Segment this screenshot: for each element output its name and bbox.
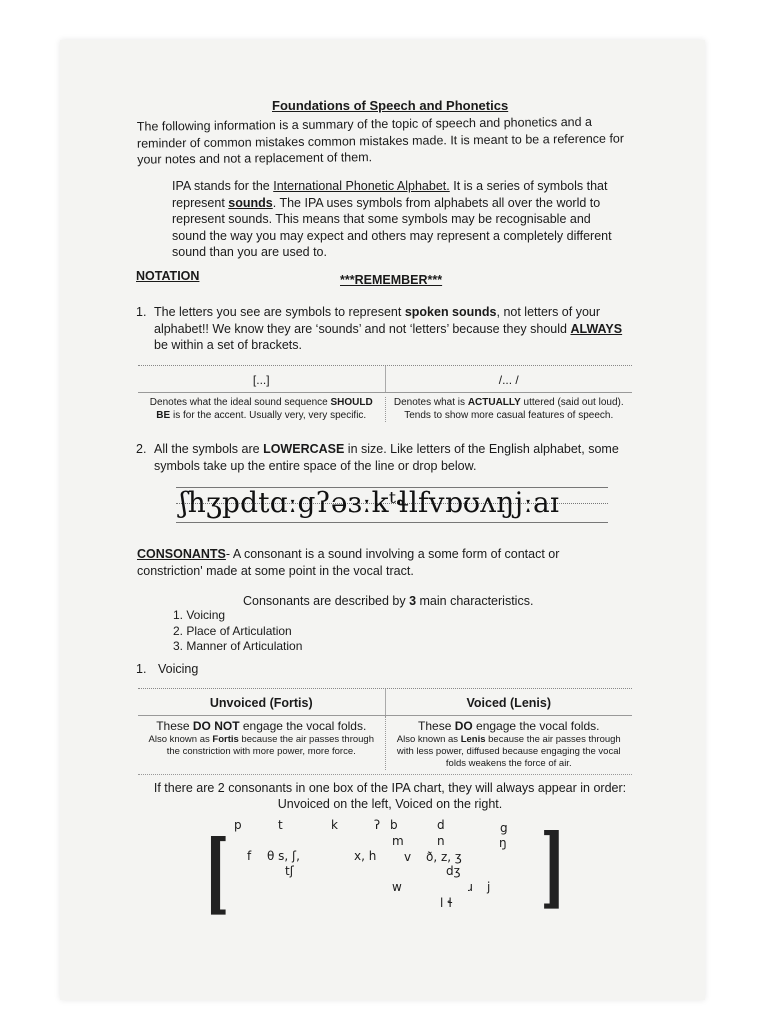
unvoiced-main-2: engage the vocal folds. [239,719,367,733]
item-1-bold-2: ALWAYS [570,321,623,336]
list-item: 3. Manner of Articulation [173,639,303,653]
unvoiced-main [138,719,385,734]
square-bracket-header: [...] [138,366,386,392]
ipa-symbol: t [278,818,283,832]
square-desc-bold-2: BE [156,409,171,421]
order-note-line-1: If there are 2 consonants in one box of the IPA chart, they will always appear in order: [153,781,627,795]
ipa-paragraph [172,178,627,261]
bracket-table-header [138,365,632,393]
characteristics-count: 3 [409,594,417,608]
ipa-symbol: dʒ [446,864,461,878]
unvoiced-sub-1: Also known as [148,734,213,745]
ipa-symbol: θ s, ʃ, [267,849,300,863]
unvoiced-sub-2: because the air passes through the constriction with more power, more force. [166,734,374,757]
ipa-symbol: ð, z, ʒ [426,850,462,864]
ipa-symbol: ʔ [374,818,381,832]
order-note-line-2: Unvoiced on the left, Voiced on the right. [277,797,503,811]
slash-desc-2: uttered (said out loud). Tends to show more casual features of speech. [404,397,624,421]
voicing-label: Voicing [158,662,199,676]
consonants-heading: CONSONANTS [137,547,226,561]
intro-paragraph: The following information is a summary of the topic of speech and phonetics and a reminder of common mistakes common mistakes made. It is meant to be a reference for your notes and not a replacement of them. [136,114,625,167]
square-bracket-description [138,397,386,422]
unvoiced-main-bold: DO NOT [192,719,240,733]
ipa-symbol: n [437,834,445,848]
ipa-symbol: d [437,818,445,832]
notation-heading: NOTATION [136,269,200,283]
item-1-part-1: The letters you see are symbols to represent [154,305,405,319]
voiced-sub-1: Also known as [396,734,461,745]
item-2-part-2: in size. Like letters of the English alphabet, some symbols take up the entire space of the line or drop below. [154,442,619,473]
bracket-table [138,365,632,422]
ipa-text-2: It is a series of symbols that represent [172,179,608,210]
item-1 [136,304,636,354]
left-square-bracket: [ [204,820,230,924]
ipa-symbol: p [234,818,242,832]
ipa-symbol: v [404,850,412,864]
page-title: Foundations of Speech and Phonetics [272,98,509,113]
ipa-sounds-bold: sounds [228,195,273,210]
item-1-bold-1: spoken sounds [404,305,497,319]
voicing-number: 1. [136,662,147,676]
voiced-main-1: These [418,719,455,733]
ipa-symbol: ɹ [468,880,473,894]
item-2-part-1: All the symbols are [154,442,264,456]
ipa-symbol: j [487,880,491,894]
voiced-header: Voiced (Lenis) [466,696,551,710]
unvoiced-main-1: These [156,719,193,733]
sample-bottom-line [176,522,608,523]
list-item: 1. Voicing [173,608,226,622]
ipa-symbol: w [392,880,402,894]
voiced-sub-2: because the air passes through with less power, diffused because engaging the vocal folds weakens the force of air. [396,734,621,769]
ipa-text-1: IPA stands for the [172,179,274,193]
voiced-description [386,716,633,770]
ipa-link-text: International Phonetic Alphabet. [273,179,450,193]
voicing-table-header [138,688,632,716]
ipa-symbol: k [331,818,338,832]
item-2 [136,441,636,474]
slash-desc-1: Denotes what is [393,397,468,408]
bracket-table-body [138,393,632,422]
item-2-bold: LOWERCASE [263,442,345,456]
voicing-heading [136,662,198,676]
voiced-main-bold: DO [454,719,473,733]
slash-bracket-header: /... / [498,373,519,387]
unvoiced-sub [138,734,385,758]
item-1-part-3: be within a set of brackets. [154,338,302,352]
order-note [150,780,630,812]
characteristics-list [173,608,302,655]
voiced-main [386,719,633,734]
voiced-sub-bold: Lenis [460,734,486,745]
item-2-number: 2. [136,442,147,456]
ipa-sample-symbols: ʃhʒpdtɑːgʔəɜːkᵗɬlfvɒʊʌŋjːaɪ [180,486,560,519]
item-1-text [154,304,636,354]
remember-heading: ***REMEMBER*** [340,273,443,287]
item-2-text [154,441,636,474]
ipa-symbol: m [392,834,404,848]
voiced-sub [386,734,633,770]
slash-desc-bold: ACTUALLY [467,397,521,408]
ipa-text-3: . The IPA uses symbols from alphabets all over the world to represent sounds. This means that some symbols may be recognisable and sound the way you may expect and others may represent a completely different sound than you are used to. [172,195,612,259]
ipa-symbol: b [390,818,398,832]
item-1-number: 1. [136,305,147,319]
consonants-paragraph [137,546,627,579]
consonants-text: - A consonant is a sound involving a some form of contact or constriction' made at some point in the vocal tract. [137,547,560,578]
characteristics-intro-1: Consonants are described by [243,594,410,608]
ipa-symbol: g [500,821,508,835]
unvoiced-header: Unvoiced (Fortis) [138,689,386,715]
voiced-main-2: engage the vocal folds. [472,719,600,733]
voicing-table [138,688,632,775]
list-item: 2. Place of Articulation [173,623,292,638]
unvoiced-sub-bold: Fortis [212,734,239,745]
characteristics-intro-2: main characteristics. [416,594,534,608]
square-desc-2: is for the accent. Usually very, very specific. [170,409,367,421]
ipa-symbol: l ɬ [440,896,453,910]
square-desc-1: Denotes what the ideal sound sequence [149,397,331,408]
unvoiced-description [138,716,386,770]
ipa-symbol: ŋ [499,836,507,850]
square-desc-bold-1: SHOULD [330,397,373,408]
voicing-table-body [138,716,632,775]
characteristics-intro [243,594,533,608]
item-1-part-2: , not letters of your alphabet!! We know they are ‘sounds’ and not ‘letters’ because they should [154,305,601,336]
ipa-symbol: f [247,849,252,863]
ipa-symbol: tʃ [285,864,294,878]
slash-bracket-description [386,397,633,422]
ipa-symbol: x, h [354,849,377,863]
right-square-bracket: ] [540,814,566,918]
